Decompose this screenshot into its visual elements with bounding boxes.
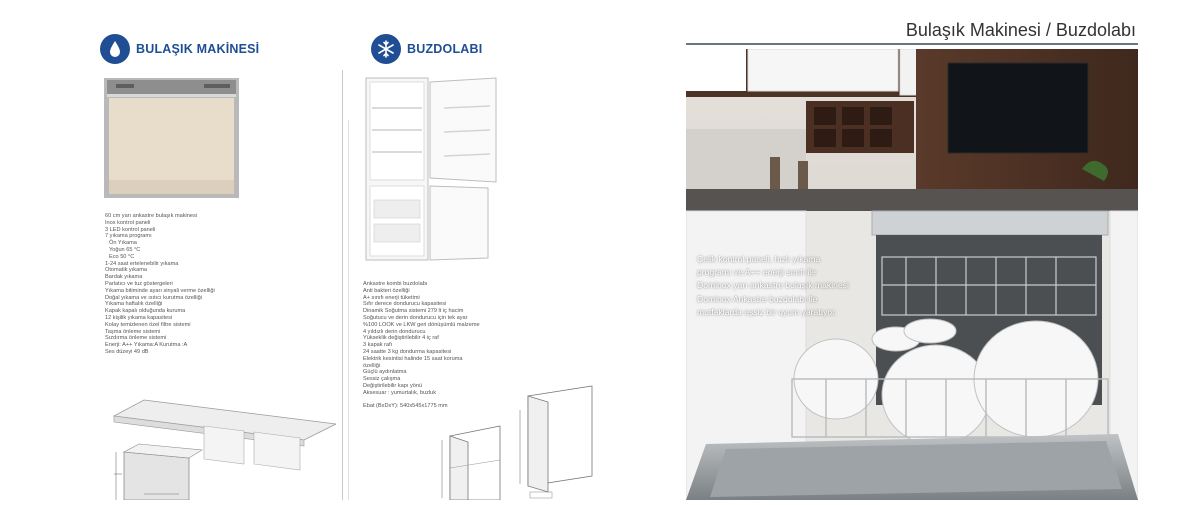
spec-line: Elektrik kesintisi halinde 15 saat koruma (363, 355, 463, 362)
dishwasher-product-image (104, 78, 239, 198)
spec-line: Sessiz çalışma (363, 376, 401, 383)
fridge-section-title: BUZDOLABI (407, 42, 483, 56)
fridge-section-header (371, 34, 482, 64)
caption-line: Dominox Ankastre buzdolabı ile (697, 293, 818, 304)
dishwasher-spec-list (105, 213, 215, 356)
spec-line: 24 saatte 3 kg dondurma kapasitesi (363, 348, 452, 355)
spec-line: Ankastre kombi buzdolabı (363, 281, 428, 287)
spec-line: Sıfır derece dondurucu kapasitesi (363, 301, 447, 308)
caption-line: Çelik kontrol paneli, hızlı yıkama (697, 254, 821, 264)
spec-line: Kolay temizlenen özel filtre sistemi (105, 321, 191, 328)
left-margin (0, 0, 92, 500)
spec-line: Sızdırma önleme sistemi (105, 335, 167, 342)
spec-line: %100 LOOK ve LKW geri dönüşümlü malzeme (363, 321, 480, 328)
spec-line: Aksesuar : yumurtalık, buzluk (363, 389, 437, 396)
spec-line: Soğutucu ve derin dondurucu için tek ayar (363, 314, 468, 321)
column-divider (342, 70, 343, 500)
title-rule (686, 43, 1138, 45)
water-drop-icon (100, 34, 130, 64)
spec-line: Parlatıcı ve tuz göstergeleri (105, 280, 173, 287)
spec-line: 12 kişilik yıkama kapasitesi (105, 314, 173, 321)
spec-line: Yükseklik değiştirilebilir 4 iç raf (363, 335, 439, 342)
spec-line: özelliği (363, 362, 381, 369)
spec-line: 60 cm yarı ankastre bulaşık makinesi (105, 213, 198, 219)
fridge-product-image (360, 74, 500, 264)
spec-line: Güçlü aydınlatma (363, 369, 407, 376)
spec-line: Inox kontrol paneli (105, 219, 151, 226)
hero-caption (697, 253, 849, 319)
spec-line: 3 LED kontrol paneli (105, 226, 156, 233)
dishwasher-installation-diagram (104, 394, 336, 500)
column-divider (348, 120, 349, 500)
spec-line: Kapak kapalı olduğunda kuruma (105, 308, 186, 315)
spec-line: Değiştirilebilir kapı yönü (363, 382, 423, 389)
spec-line: 1-24 saat ertelenebilir yıkama (105, 260, 179, 267)
dishwasher-section-title: BULAŞIK MAKİNESİ (136, 42, 260, 56)
caption-line: Dominox yarı ankastre bulaşık makinesi (697, 280, 849, 291)
spec-line: Doğal yıkama ve ısıtıcı kurutma özelliği (105, 294, 202, 301)
spec-line: Ön Yıkama (109, 240, 137, 247)
spec-line: Eco 50 °C (109, 253, 135, 260)
caption-line: mutfaklarda eşsiz bir uyum yaratıyor. (697, 306, 837, 317)
dishwasher-section-header (100, 34, 259, 64)
spec-line: Otomatik yıkama (105, 267, 147, 274)
spec-line: Ses düzeyi 49 dB (105, 348, 149, 355)
spec-line: Taşma önleme sistemi (105, 328, 161, 335)
spec-line: Ebat (BxDxY): 540x545x1775 mm (363, 403, 448, 410)
spec-line: Yıkama bitiminde ayarı sinyali verme özelliği (105, 287, 215, 294)
spec-line: 3 kapak rafı (363, 342, 393, 349)
spec-line: Dinamik Soğutma sistemi 279 lt iç hacim (363, 308, 464, 315)
fridge-installation-diagram (420, 380, 606, 500)
spec-line: Bardak yıkama (105, 274, 143, 281)
page-title: Bulaşık Makinesi / Buzdolabı (905, 20, 1136, 40)
caption-line: programı ve A++ enerji sınıfı ile (697, 267, 816, 278)
spec-line: Anti bakteri özelliği (363, 287, 410, 294)
spec-line: Yoğun 65 °C (109, 246, 141, 253)
spec-line: Enerji: A++ Yıkama:A Kurutma :A (105, 342, 188, 349)
spec-line: 7 yıkama programı (105, 233, 152, 240)
spec-line: Yıkama haftalık özelliği (105, 301, 163, 308)
spec-line: 4 yıldızlı derin dondurucu (363, 328, 426, 335)
snowflake-icon (371, 34, 401, 64)
spec-line: A+ sınıfı enerji tüketimi (363, 294, 420, 301)
